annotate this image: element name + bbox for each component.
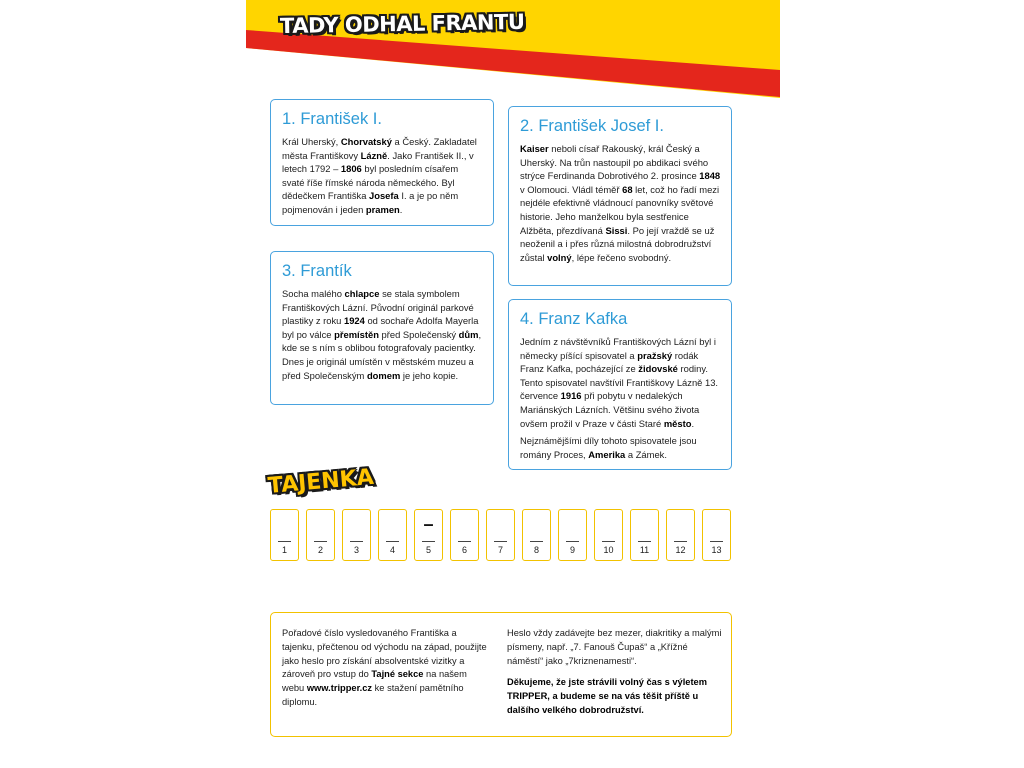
answer-box[interactable]: 10 [594,509,623,561]
tajenka-title: TAJENKA [266,464,375,499]
card-text: Kaiser neboli císař Rakouský, král Český a Uherský. Na trůn nastoupil po abdikaci svého strýce Ferdinanda Dobrotivého 2. prosince 1848 v Olomouci. Vládl téměř 68 let, což ho řadí mezi nejdéle efektivně vládnoucí panovníky světové historie. Jeho manželkou byla sestřenice Alžběta, přezdívaná Sissi. Po její vraždě se už neoženil a i přes různá milostná dobrodružství zůstal volný, lépe řečeno svobodný. [520,143,721,263]
worksheet-page [246,0,780,768]
card-text-2: Nejznámějšími díly tohoto spisovatele jsou romány Proces, Amerika a Zámek. [520,435,697,460]
thank-you-note: Děkujeme, že jste strávili volný čas s výletem TRIPPER, a budeme se na vás těšit příště u dalšího velkého dobrodružství. [507,677,707,715]
answer-box[interactable]: 2 [306,509,335,561]
answer-box[interactable]: 8 [522,509,551,561]
instructions-right [507,627,723,718]
answer-box[interactable]: – 5 [414,509,443,561]
tajenka-answer-boxes [270,509,732,562]
answer-box[interactable]: 3 [342,509,371,561]
card-heading: 2. František Josef I. [520,117,664,135]
card-text: Jedním z návštěvníků Františkových Lázní byl i německy píšící spisovatel a pražský rodák Franz Kafka, pocházející ze židovské rodiny. Tento spisovatel navštívil Františkovy Lázně 13. července 1916 při pobytu v nedalekých Mariánských Lázních. Většinu svého života ovšem prožil v Praze v části Staré město. [520,336,719,429]
page-title: TADY ODHAL FRANTU [279,9,525,39]
card-frantik [270,251,494,405]
card-heading: 4. Franz Kafka [520,310,628,328]
password-hint: Heslo vždy zadávejte bez mezer, diakritiky a malými písmeny, např. „7. Fanouš Čupaš“ a „Křížné náměstí“ jako „7kriznenamesti“. [507,628,722,666]
instructions-left [282,627,490,710]
card-text: Socha malého chlapce se stala symbolem Františkových Lázní. Původní originál parkové plastiky z roku 1924 od sochaře Adolfa Mayerla byl po válce přemístěn před Společenský dům, kde se s ním s oblibou fotografovaly pacientky. Dnes je originál umístěn v městském muzeu a před Společenským domem je jeho kopie. [282,288,482,381]
answer-box[interactable]: 13 [702,509,731,561]
instructions-box [270,612,732,737]
card-text: Král Uherský, Chorvatský a Český. Zakladatel města Františkovy Lázně. Jako František II., v letech 1792 – 1806 byl posledním císařem svaté říše římské národa německého. Byl dědečkem Františka Josefa I. a je po něm pojmenován i jeden pramen. [282,136,477,215]
answer-box[interactable]: 7 [486,509,515,561]
answer-box[interactable]: 1 [270,509,299,561]
website-link[interactable]: www.tripper.cz [306,683,373,694]
answer-box[interactable]: 6 [450,509,479,561]
card-frantisek-1 [270,99,494,226]
card-heading: 3. Frantík [282,262,352,280]
card-heading: 1. František I. [282,110,382,128]
answer-box[interactable]: 4 [378,509,407,561]
card-franz-kafka [508,299,732,470]
card-frantisek-josef [508,106,732,286]
instructions-text: Pořadové číslo vysledovaného Františka a tajenku, přečtenou od východu na západ, použijte jako heslo pro získání absolventské vizitky a zároveň pro vstup do Tajné sekce na našem webu www.tripper.cz ke stažení pamětního diplomu. [282,628,487,707]
answer-box[interactable]: 12 [666,509,695,561]
answer-box[interactable]: 11 [630,509,659,561]
answer-box[interactable]: 9 [558,509,587,561]
